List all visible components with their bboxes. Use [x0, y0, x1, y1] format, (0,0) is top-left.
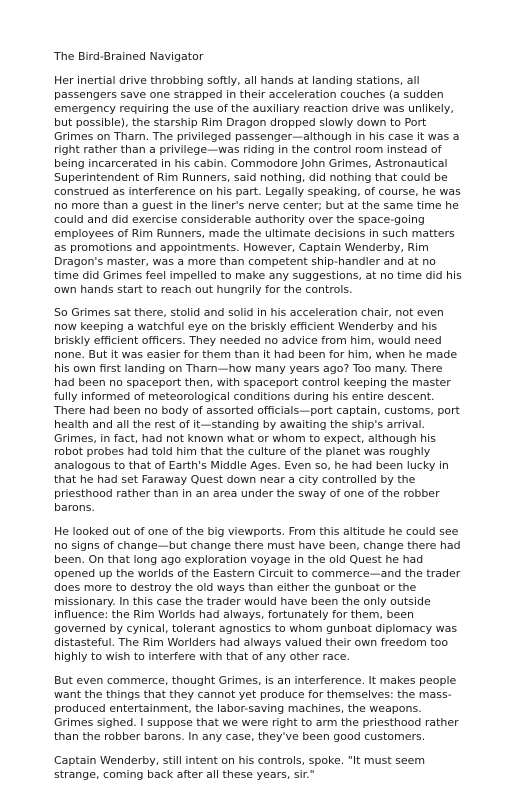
paragraph-3: He looked out of one of the big viewports. From this altitude he could see no signs of change—but change there must have been, change there had been. On that long ago exploration voyage in the old Quest he had opened up the worlds of the Eastern Circuit to commerce—and the trader does more to destroy the old ways than either the gunboat or the missionary. In this case the trader would have been the only outside influence: the Rim Worlds had always, fortunately for them, been governed by cynical, tolerant agnostics to whom gunboat diplomacy was distasteful. The Rim Worlders had always valued their own freedom too highly to wish to interfere with that of any other race.	[54, 525, 461, 664]
paragraph-2: So Grimes sat there, stolid and solid in his acceleration chair, not even now keeping a watchful eye on the briskly efficient Wenderby and his briskly efficient officers. They needed no advice from him, would need none. But it was easier for them than it had been for him, when he made his own first landing on Tharn—how many years ago? Too many. There had been no spaceport then, with spaceport control keeping the master fully informed of meteorological conditions during his entire descent. There had been no body of assorted officials—port captain, customs, port health and all the rest of it—standing by awaiting the ship's arrival. Grimes, in fact, had not known what or whom to expect, although his robot probes had told him that the culture of the planet was roughly analogous to that of Earth's Middle Ages. Even so, he had been lucky in that he had set Faraway Quest down near a city controlled by the priesthood rather than in an area under the sway of one of the robber barons.	[54, 306, 460, 515]
paragraph-5: Captain Wenderby, still intent on his controls, spoke. "It must seem strange, coming back after all these years, sir."	[54, 753, 426, 781]
document-title: The Bird-Brained Navigator	[54, 50, 204, 63]
paragraph-4: But even commerce, thought Grimes, is an interference. It makes people want the things that they cannot yet produce for themselves: the mass-produced entertainment, the labor-saving machines, the weapons. Grimes sighed. I suppose that we were right to arm the priesthood rather than the robber barons. In any case, they've been good customers.	[54, 674, 459, 743]
paragraph-1: Her inertial drive throbbing softly, all hands at landing stations, all passengers save one strapped in their acceleration couches (a sudden emergency requiring the use of the auxiliary reaction drive was unlikely, but possible), the starship Rim Dragon dropped slowly down to Port Grimes on Tharn. The privileged passenger—although in his case it was a right rather than a privilege—was riding in the control room instead of being incarcerated in his cabin. Commodore John Grimes, Astronautical Superintendent of Rim Runners, said nothing, did nothing that could be construed as interference on his part. Legally speaking, of course, he was no more than a guest in the liner's nerve center; but at the same time he could and did exercise considerable authority over the space-going employees of Rim Runners, made the ultimate decisions in such matters as promotions and appointments. However, Captain Wenderby, Rim Dragon's master, was a more than competent ship-handler and at no time did Grimes feel impelled to make any suggestions, at no time did his own hands start to reach out hungrily for the controls.	[54, 73, 462, 296]
document-page	[54, 50, 464, 791]
